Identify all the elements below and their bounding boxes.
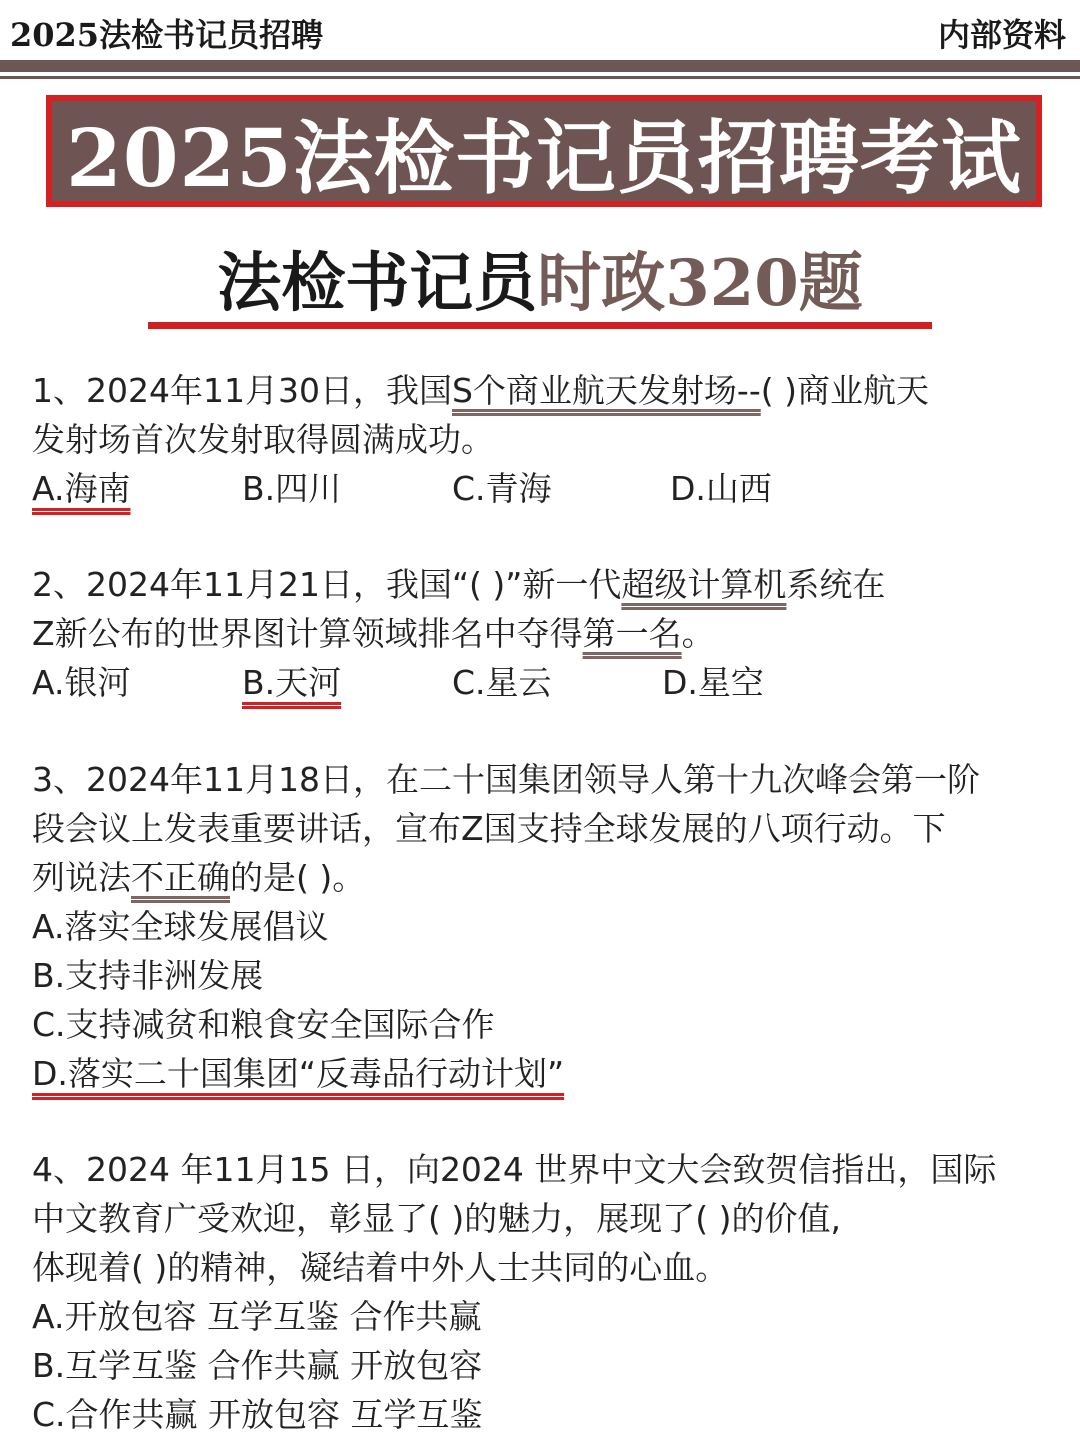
option-b: B.支持非洲发展 [32, 956, 264, 995]
keyword-underline: 不正确 [131, 858, 230, 897]
option-d: D.山西 [670, 469, 772, 508]
question-text-line: 1、2024年11月30日，我国S个商业航天发射场--( )商业航天 [32, 371, 929, 410]
header-divider-bar [0, 60, 1080, 72]
option-a: A.开放包容 互学互鉴 合作共赢 [32, 1297, 482, 1336]
question-text-line: 3、2024年11月18日，在二十国集团领导人第十九次峰会第一阶 [32, 760, 980, 799]
title-banner [46, 95, 1042, 207]
question-text-line: 段会议上发表重要讲话，宣布Z国支持全球发展的八项行动。下 [32, 809, 946, 848]
question-4 [32, 1145, 1022, 1439]
question-1 [32, 366, 1022, 513]
option-c: C.青海 [452, 469, 552, 508]
option-a: A.落实全球发展倡议 [32, 907, 329, 946]
banner-title: 2025法检书记员招聘考试 [52, 101, 1036, 201]
keyword-underline: 超级计算机 [621, 565, 787, 604]
question-text-line: Z新公布的世界图计算领域排名中夺得第一名。 [32, 614, 715, 653]
keyword-underline: 第一名 [582, 614, 682, 653]
options-row [32, 658, 1022, 707]
subtitle [0, 232, 1080, 324]
question-text-line: 体现着( )的精神，凝结着中外人士共同的心血。 [32, 1248, 729, 1287]
option-b-answer: B.天河 [242, 663, 342, 702]
question-text-line: 发射场首次发射取得圆满成功。 [32, 420, 494, 459]
option-b: B.互学互鉴 合作共赢 开放包容 [32, 1346, 483, 1385]
options-row [32, 464, 1022, 513]
option-d-answer: D.落实二十国集团“反毒品行动计划” [32, 1054, 565, 1093]
option-b: B.四川 [242, 469, 342, 508]
header-right-title: 内部资料 [937, 16, 1066, 54]
option-a-answer: A.海南 [32, 469, 131, 508]
question-3 [32, 755, 1022, 1098]
question-text-line: 4、2024 年11月15 日，向2024 世界中文大会致贺信指出，国际 [32, 1150, 997, 1189]
option-c: C.合作共赢 开放包容 互学互鉴 [32, 1395, 483, 1434]
subtitle-underline [148, 322, 932, 329]
header-left-title: 2025法检书记员招聘 [10, 16, 324, 54]
header-divider-line [0, 76, 1080, 79]
question-text-line: 中文教育广受欢迎，彰显了( )的魅力，展现了( )的价值, [32, 1199, 841, 1238]
option-d: D.星空 [662, 663, 764, 702]
subtitle-part1: 法检书记员 [217, 246, 538, 321]
question-text-line: 列说法不正确的是( )。 [32, 858, 366, 897]
option-c: C.支持减贫和粮食安全国际合作 [32, 1005, 495, 1044]
option-c: C.星云 [452, 663, 552, 702]
question-text-line: 2、2024年11月21日，我国“( )”新一代超级计算机系统在 [32, 565, 886, 604]
keyword-underline: S个商业航天发射场-- [451, 371, 761, 410]
question-2 [32, 560, 1022, 707]
option-a: A.银河 [32, 663, 131, 702]
subtitle-part2: 时政320题 [537, 246, 863, 321]
